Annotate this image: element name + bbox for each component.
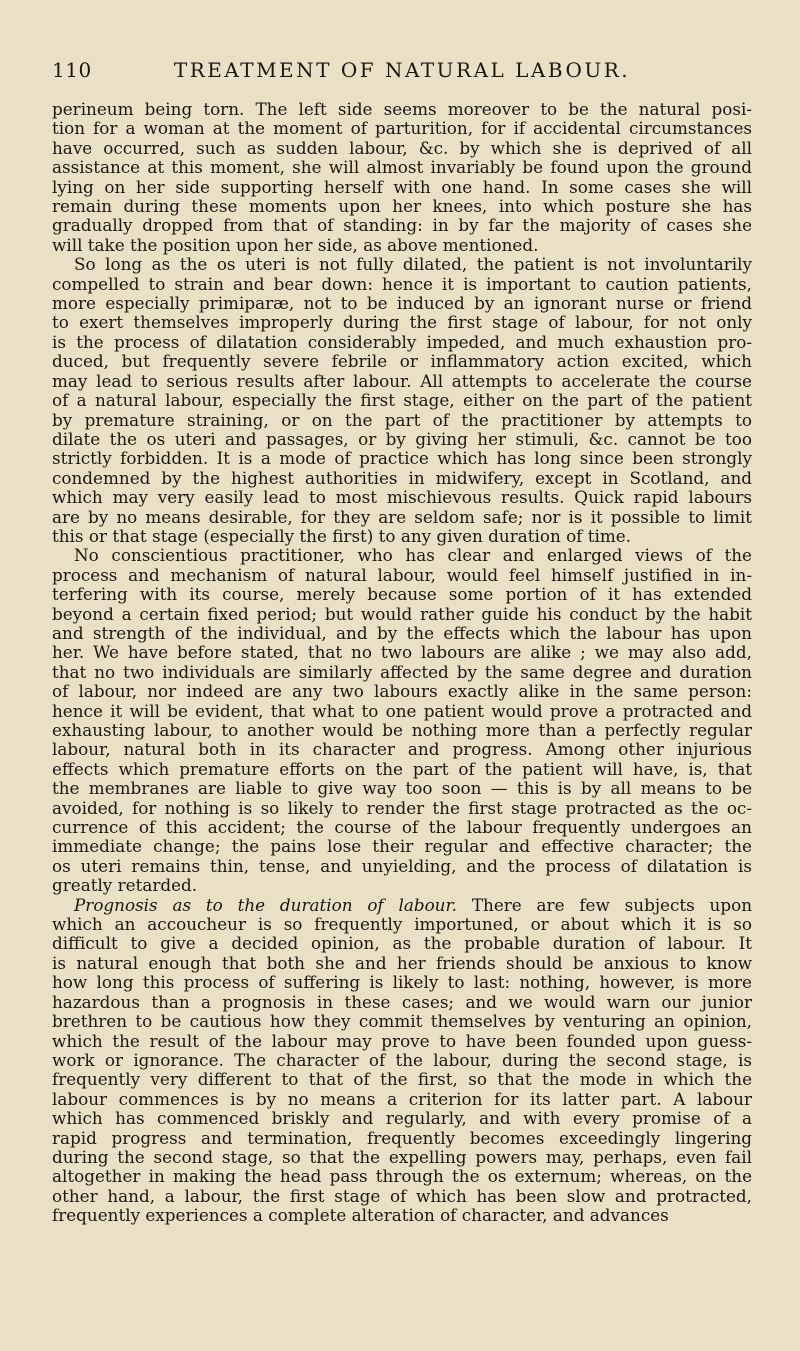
text-line: her. We have before stated, that no two labours are alike ; we may also add, bbox=[52, 643, 752, 663]
text-line: will take the position upon her side, as above mentioned. bbox=[52, 235, 539, 255]
text-run: There are few subjects upon bbox=[457, 895, 752, 915]
text-line: condemned by the highest authorities in midwifery, except in Scotland, and bbox=[52, 468, 752, 488]
page-number: 110 bbox=[52, 58, 92, 82]
text-line: more especially primiparæ, not to be induced by an ignorant nurse or friend bbox=[52, 294, 752, 314]
text-line: other hand, a labour, the first stage of which has been slow and protracted, bbox=[52, 1186, 752, 1206]
text-line: currence of this accident; the course of the labour frequently undergoes an bbox=[52, 818, 752, 838]
text-line: and strength of the individual, and by the effects which the labour has upon bbox=[52, 623, 752, 643]
text-line: os uteri remains thin, tense, and unyielding, and the process of dilatation is bbox=[52, 856, 752, 876]
text-line: exhausting labour, to another would be nothing more than a perfectly regular bbox=[52, 721, 752, 740]
text-line: tion for a woman at the moment of parturition, for if accidental circumstances bbox=[52, 119, 752, 139]
text-line bbox=[52, 896, 752, 915]
text-line: of a natural labour, especially the first stage, either on the part of the patient bbox=[52, 391, 752, 411]
text-line: difficult to give a decided opinion, as the probable duration of labour. It bbox=[52, 934, 752, 954]
paragraph bbox=[52, 546, 752, 895]
text-line: remain during these moments upon her knees, into which posture she has bbox=[52, 197, 752, 217]
text-line: beyond a certain fixed period; but would rather guide his conduct by the habit bbox=[52, 604, 752, 624]
text-line: hence it will be evident, that what to one patient would prove a protracted and bbox=[52, 701, 752, 721]
text-line: greatly retarded. bbox=[52, 876, 198, 896]
text-line: perineum being torn. The left side seems moreover to be the natural posi- bbox=[52, 100, 752, 119]
paragraph bbox=[52, 100, 752, 255]
text-line: dilate the os uteri and passages, or by giving her stimuli, &c. cannot be too bbox=[52, 429, 752, 449]
text-line: hazardous than a prognosis in these cases; and we would warn our junior bbox=[52, 992, 752, 1012]
text-line: labour, natural both in its character and progress. Among other injurious bbox=[52, 740, 752, 760]
text-line: process and mechanism of natural labour, would feel himself justified in in- bbox=[52, 565, 752, 585]
text-line: labour commences is by no means a criterion for its latter part. A labour bbox=[52, 1089, 752, 1109]
text-line: work or ignorance. The character of the labour, during the second stage, is bbox=[52, 1050, 752, 1070]
text-line: to exert themselves improperly during the first stage of labour, for not only bbox=[52, 313, 752, 333]
text-line: is the process of dilatation considerably impeded, and much exhaustion pro- bbox=[52, 332, 752, 352]
text-line: frequently very different to that of the first, so that the mode in which the bbox=[52, 1070, 752, 1090]
text-line: which has commenced briskly and regularly, and with every promise of a bbox=[52, 1109, 752, 1129]
text-line: No conscientious practitioner, who has clear and enlarged views of the bbox=[74, 546, 752, 566]
text-line: gradually dropped from that of standing: in by far the majority of cases she bbox=[52, 216, 752, 236]
text-line: immediate change; the pains lose their regular and effective character; the bbox=[52, 837, 752, 857]
text-line: compelled to strain and bear down: hence it is important to caution patients, bbox=[52, 274, 752, 294]
text-line: which an accoucheur is so frequently importuned, or about which it is so bbox=[52, 915, 752, 935]
text-line: lying on her side supporting herself with one hand. In some cases she will bbox=[52, 177, 752, 197]
text-line: that no two individuals are similarly affected by the same degree and duration bbox=[52, 662, 752, 682]
text-line: duced, but frequently severe febrile or inflammatory action excited, which bbox=[52, 352, 752, 372]
page-header bbox=[52, 58, 752, 88]
text-line: during the second stage, so that the expelling powers may, perhaps, even fail bbox=[52, 1147, 752, 1167]
text-line: So long as the os uteri is not fully dilated, the patient is not involuntarily bbox=[74, 255, 752, 275]
text-line: frequently experiences a complete alteration of character, and advances bbox=[52, 1206, 669, 1226]
running-title: TREATMENT OF NATURAL LABOUR. bbox=[173, 58, 631, 82]
text-line: brethren to be cautious how they commit themselves by venturing an opinion, bbox=[52, 1012, 752, 1032]
text-line: effects which premature efforts on the part of the patient will have, is, that bbox=[52, 759, 752, 779]
text-line: assistance at this moment, she will almost invariably be found upon the ground bbox=[52, 158, 752, 178]
paragraph bbox=[52, 896, 752, 1226]
text-line: which the result of the labour may prove to have been founded upon guess- bbox=[52, 1031, 752, 1051]
text-line: may lead to serious results after labour. All attempts to accelerate the course bbox=[52, 371, 752, 391]
text-line: is natural enough that both she and her friends should be anxious to know bbox=[52, 953, 752, 973]
text-line: by premature straining, or on the part of the practitioner by attempts to bbox=[52, 410, 752, 430]
text-line: rapid progress and termination, frequently becomes exceedingly lingering bbox=[52, 1128, 752, 1148]
text-line: avoided, for nothing is so likely to render the first stage protracted as the oc- bbox=[52, 798, 752, 818]
text-line: altogether in making the head pass through the os externum; whereas, on the bbox=[52, 1167, 752, 1187]
text-line: are by no means desirable, for they are seldom safe; nor is it possible to limit bbox=[52, 507, 752, 527]
text-line: strictly forbidden. It is a mode of practice which has long since been strongly bbox=[52, 449, 752, 469]
text-line: have occurred, such as sudden labour, &c. by which she is deprived of all bbox=[52, 138, 752, 158]
text-line: which may very easily lead to most mischievous results. Quick rapid labours bbox=[52, 488, 752, 508]
text-line: this or that stage (especially the first) to any given duration of time. bbox=[52, 526, 632, 546]
text-line: the membranes are liable to give way too soon — this is by all means to be bbox=[52, 779, 752, 799]
text-line: how long this process of suffering is likely to last: nothing, however, is more bbox=[52, 973, 752, 993]
body-text bbox=[52, 100, 752, 1226]
text-line: of labour, nor indeed are any two labours exactly alike in the same person: bbox=[52, 682, 752, 702]
paragraph bbox=[52, 255, 752, 546]
text-line: terfering with its course, merely because some portion of it has extended bbox=[52, 585, 752, 605]
italic-heading: Prognosis as to the duration of labour. bbox=[74, 895, 458, 915]
